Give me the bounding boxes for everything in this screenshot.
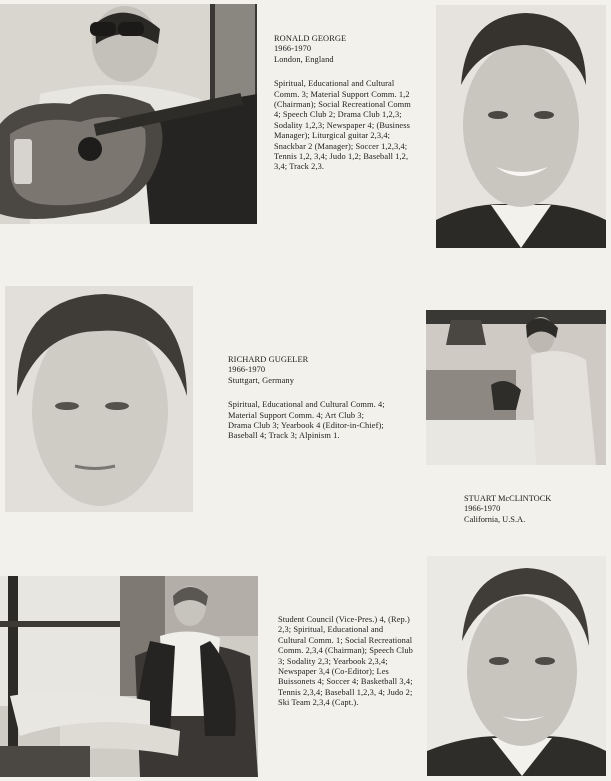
entry-richard-gugeler <box>228 355 388 442</box>
portrait-richard-gugeler <box>5 286 193 512</box>
photo-man-at-counter <box>426 310 606 465</box>
student-name: STUART McCLINTOCK <box>464 494 552 503</box>
student-name: RICHARD GUGELER <box>228 355 309 364</box>
photo-man-in-armchair <box>0 576 258 777</box>
student-years: 1966-1970 <box>464 504 501 514</box>
entry-stuart-mcclintock <box>278 615 413 709</box>
student-hometown: Stuttgart, Germany <box>228 375 294 385</box>
student-activities: Spiritual, Educational and Cultural Comm. 3; Material Support Comm. 1,2 (Chairman); Social Recreational Comm 4; Speech Club 2; Drama Club 1,2,3; Sodality 1,2,3; Newspaper 4; (Business Manager); Liturgical guitar 2,3,4; Snackbar 2 (Manager); Soccer 1,2,3,4; Tennis 1,2, 3,4; Judo 1,2; Baseball 1,2, 3,4; Track 2,3. <box>274 79 411 172</box>
student-hometown: London, England <box>274 54 334 64</box>
student-years: 1966-1970 <box>274 44 312 54</box>
student-years: 1966-1970 <box>228 365 266 375</box>
portrait-ronald-george <box>436 5 606 248</box>
student-hometown: California, U.S.A. <box>464 514 526 524</box>
photo-guitar-player <box>0 4 257 224</box>
student-name: RONALD GEORGE <box>274 34 347 43</box>
entry-ronald-george <box>274 34 414 173</box>
student-activities: Spiritual, Educational and Cultural Comm. 4; Material Support Comm. 4; Art Club 3; Drama Club 3; Yearbook 4 (Editor-in-Chief); Baseball 4; Track 3; Alpinism 1. <box>228 400 385 441</box>
portrait-stuart-mcclintock <box>427 556 606 776</box>
student-activities: Student Council (Vice-Pres.) 4, (Rep.) 2,3; Spiritual, Educational and Cultural Comm. 1; Social Recreational Comm. 2,3,4 (Chairman); Speech Club 3; Sodality 2,3; Yearbook 2,3,4; Newspaper 3,4 (Co-Editor); Les Buissonets 4; Soccer 4; Basketball 3,4; Tennis 2,3,4; Baseball 1,2,3, 4; Judo 2; Ski Team 2,3,4 (Capt.). <box>278 615 413 708</box>
entry-stuart-heading <box>464 494 584 525</box>
